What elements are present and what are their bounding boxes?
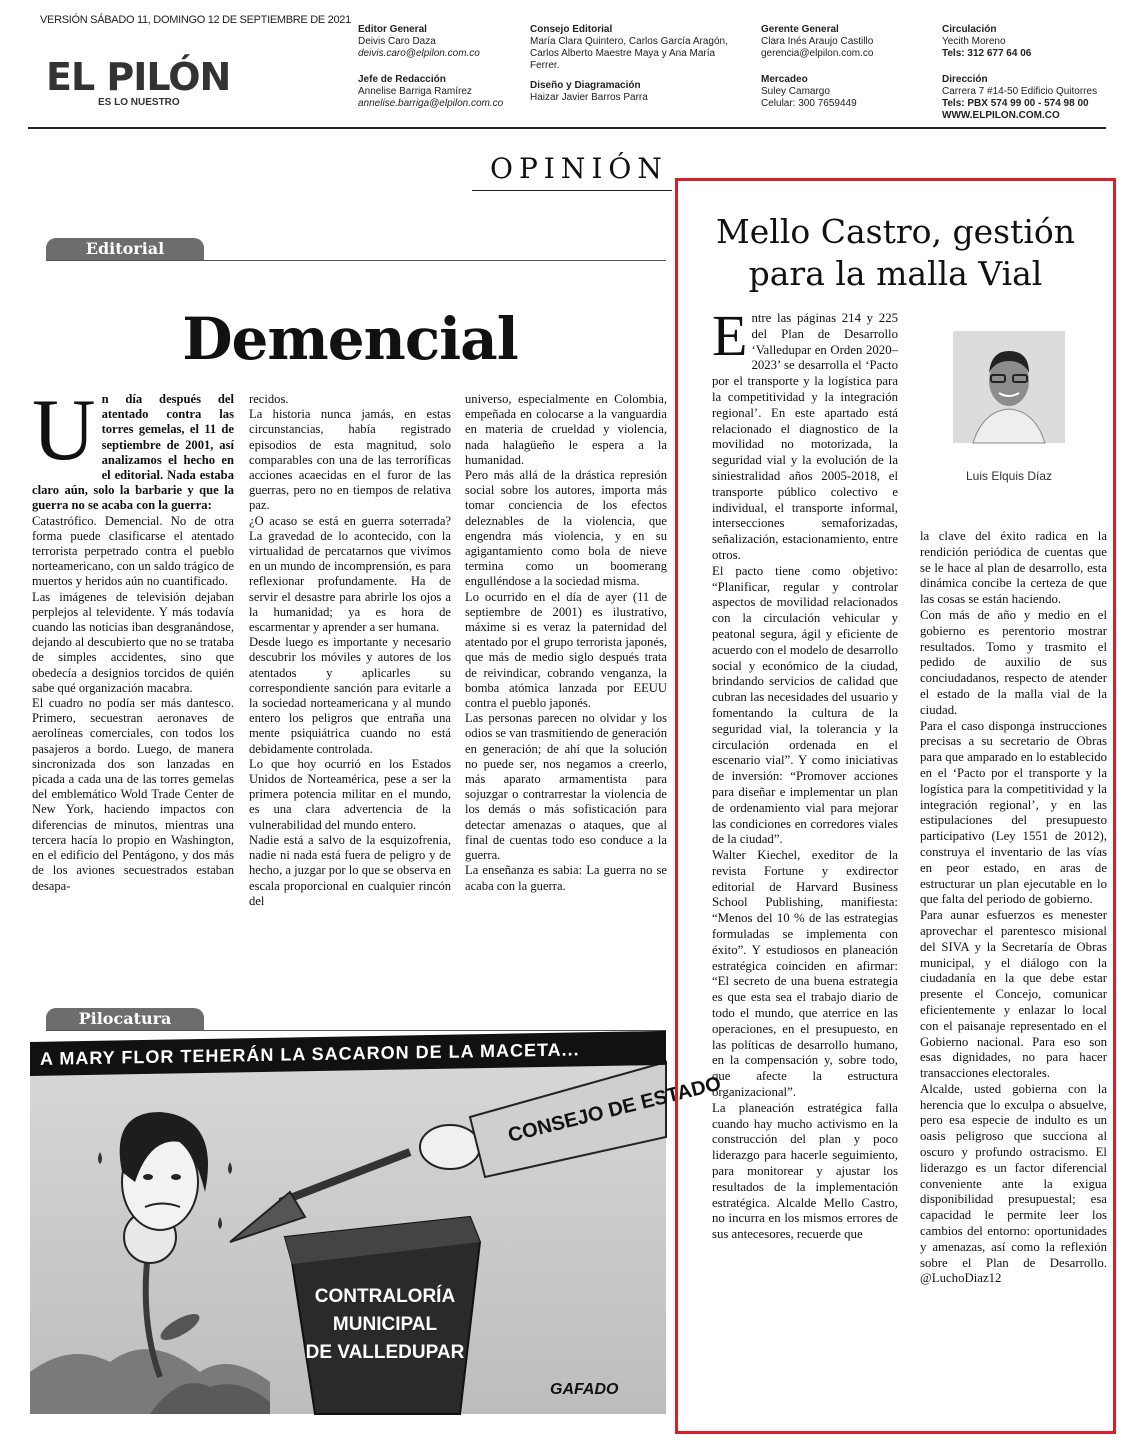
paragraph: Catastrófico. Demencial. No de otra forma puede clasificarse el atentado terrorista perpetrado contra el pueblo norteamericano, con un saldo trágico de muertos y heridos aún no cuantificado. bbox=[32, 513, 234, 589]
paragraph: La planeación estratégica falla cuando hay mucho activismo en la construcción del plan y poco liderazgo para hacerle seguimiento, para monitorear y ajustar los resultados de la implementación estratégica. Alcalde Mello Castro, no incurra en los mismos errores de sus antecesores, recuerde que bbox=[712, 1100, 898, 1242]
paragraph: La historia nunca jamás, en estas circunstancias, había registrado episodios de esta magnitud, solo comparables con una de las terroríficas acciones acaecidas en el furor de las guerras, pero no en tiempos de relativa paz. bbox=[249, 407, 451, 513]
sweat-drop bbox=[228, 1162, 232, 1174]
paragraph: ¿O acaso se está en guerra soterrada? La gravedad de lo acontecido, con la virtualidad de percatarnos que vivimos en un mundo de incomprensión, es para reflexionar profundamente. Ha de servir el desastre para abrirle los ojos a la humanidad; ya es hora de escarmentar y aprender a ser humana. bbox=[249, 513, 451, 635]
paragraph: Desde luego es importante y necesario descubrir los móviles y autores de los atentados y aplicarles su correspondiente sanción para evitarle a la sociedad norteamericana y al mundo entero los peligros que entraña una mente psiquiátrica cuando no está debidamente controlada. bbox=[249, 635, 451, 756]
staff-column-2 bbox=[530, 24, 745, 112]
hand bbox=[420, 1125, 480, 1169]
staff-role: Diseño y Diagramación bbox=[530, 80, 641, 91]
author-name: Luis Elquis Díaz bbox=[965, 469, 1053, 483]
edition-date: VERSIÓN SÁBADO 11, DOMINGO 12 DE SEPTIEMBRE DE 2021 bbox=[40, 14, 351, 26]
staff-column-1 bbox=[358, 24, 518, 118]
staff-address: Carrera 7 #14-50 Edificio Quitorres bbox=[942, 86, 1098, 97]
staff-email[interactable]: annelise.barriga@elpilon.com.co bbox=[358, 98, 504, 109]
staff-phone: Tels: PBX 574 99 00 - 574 98 00 bbox=[942, 98, 1089, 109]
staff-role: Gerente General bbox=[761, 24, 839, 35]
editorial-column-1 bbox=[32, 382, 234, 894]
leaf bbox=[157, 1309, 203, 1345]
newspaper-logo[interactable]: EL PILÓN bbox=[46, 55, 231, 99]
paragraph: Con más de año y medio en el gobierno es perentorio mostrar resultados. Tomo y trasmito el pedido de auxilio de sus conciudadanos, respecto de atender el estado de la malla vial de la ciudad. bbox=[920, 607, 1107, 717]
editorial-divider bbox=[46, 260, 666, 261]
pot-label-line: DE VALLEDUPAR bbox=[305, 1342, 465, 1363]
staff-name: María Clara Quintero, Carlos García Aragón, bbox=[530, 36, 728, 47]
author-photo bbox=[953, 331, 1065, 443]
staff-group bbox=[530, 80, 745, 104]
staff-name: Haizar Javier Barros Parra bbox=[530, 92, 648, 103]
paragraph: Las personas parecen no olvidar y los odios se van trasmitiendo de generación en generación; de ahí que la solución no puede ser, nos negamos a creerlo, más aparato armamentista para sojuzgar o contrarrestar la violencia de los demás o más sofisticación para detectar amenazas o ataques, que al final de cuentas todo eso conduce a la guerra. bbox=[465, 711, 667, 863]
staff-name: Yecith Moreno bbox=[942, 36, 1006, 47]
editorial-lead: n día después del atentado contra las torres gemelas, el 11 de septiembre de 2001, así analizamos el hecho en el editorial. Nada estaba claro aún, solo la barbarie y que la guerra no se acaba con la guerra: bbox=[32, 392, 234, 513]
cartoon-caption: A MARY FLOR TEHERÁN LA SACARON DE LA MACETA... bbox=[30, 1031, 666, 1076]
paragraph: universo, especialmente en Colombia, empeñada en colocarse a la vanguardia en materia de crueldad y violencia, nada halagüeño le espera a la humanidad. bbox=[465, 392, 667, 467]
staff-email[interactable]: gerencia@elpilon.com.co bbox=[761, 48, 874, 59]
pot-label-line: CONTRALORÍA bbox=[314, 1286, 456, 1307]
opinion-article-box bbox=[675, 178, 1116, 1434]
staff-name: Clara Inés Araujo Castillo bbox=[761, 36, 874, 47]
staff-name: Annelise Barriga Ramírez bbox=[358, 86, 472, 97]
eye bbox=[143, 1174, 153, 1180]
drop-cap: U bbox=[32, 382, 96, 479]
staff-name: Carlos Alberto Maestre Maya y Ana María bbox=[530, 48, 716, 59]
editorial-headline: Demencial bbox=[182, 305, 518, 373]
staff-role: Dirección bbox=[942, 74, 988, 85]
staff-role: Consejo Editorial bbox=[530, 24, 613, 35]
staff-column-4 bbox=[942, 24, 1122, 130]
editorial-column-3 bbox=[465, 392, 667, 894]
opinion-column-2 bbox=[920, 529, 1107, 1287]
headline-line: Mello Castro, gestión bbox=[715, 212, 1076, 251]
paragraph: Walter Kiechel, exeditor de la revista Fortune y exdirector editorial de Harvard Business School Publishing, manifiesta: “Menos del 10 % de las estrategias formuladas se implementa con éxito”. Y estudiosos en planeación estratégica coinciden en afirmar: “El secreto de una buena estrategia es que esta sea el trabajo diario de todo el mundo, que aterrice en las operaciones, en el presupuesto, en las políticas de desarrollo humano, en la compensación y, sobre todo, que afecte la estructura organizacional”. bbox=[712, 848, 898, 1100]
masthead-divider bbox=[28, 127, 1106, 129]
staff-phone: Celular: 300 7659449 bbox=[761, 98, 857, 109]
editorial-tab: Editorial bbox=[46, 238, 204, 260]
paragraph: El pacto tiene como objetivo: “Planificar, regular y controlar aspectos de movilidad relacionados con la circulación vehicular y peatonal segura, ágil y eficiente de acuerdo con el modelo de desarrollo social y económico de la ciudad, brindando servicios de calidad que cubran las necesidades del usuario y fomentando la cultura de la seguridad vial, la tolerancia y la circulación ordenada en el escenario vial”. Y como iniciativas de inversión: “Promover acciones para diseñar e implementar un plan de ordenamiento vial para mejorar las condiciones en corredores viales de la ciudad”. bbox=[712, 563, 898, 847]
cartoonist-signature: GAFADO bbox=[550, 1381, 619, 1398]
masthead bbox=[0, 0, 1128, 130]
staff-role: Editor General bbox=[358, 24, 427, 35]
newspaper-slogan: ES LO NUESTRO bbox=[98, 97, 180, 108]
staff-group bbox=[530, 24, 745, 72]
paragraph: Lo ocurrido en el día de ayer (11 de septiembre de 2001) es ilustrativo, máxime si es veraz la paternidad del atentado por el grupo terrorista japonés, que más de medio siglo después trata de reivindicar, cobrando venganza, la bomba atómica lanzada por EEUU contra el pueblo japonés. bbox=[465, 589, 667, 711]
staff-role: Jefe de Redacción bbox=[358, 74, 446, 85]
staff-column-3 bbox=[761, 24, 926, 118]
staff-group bbox=[358, 24, 518, 60]
website-link[interactable]: WWW.ELPILON.COM.CO bbox=[942, 110, 1060, 121]
paragraph: Para aunar esfuerzos es menester aprovechar el parentesco misional del SIVA y la Secretaría de Obras municipal, y el diálogo con la ciudadanía en la que debe estar presente el Concejo, comunicar eficientemente y enlazar lo local con el paisanaje representado en el Gobierno nacional. Para eso son esas dignidades, no para hacer transacciones electorales. bbox=[920, 908, 1107, 1081]
tube-label: CONSEJO DE ESTADO bbox=[505, 1072, 724, 1147]
paragraph: La enseñanza es sabia: La guerra no se acaba con la guerra. bbox=[465, 863, 667, 893]
editorial-cartoon bbox=[30, 1039, 724, 1414]
paragraph: Pero más allá de la drástica represión social sobre los autores, importa más tomar conciencia de los efectos deleznables de la violencia, que engendra más violencia, y en su agigantamiento como bola de nieve termina como un boomerang engulléndose a la sociedad misma. bbox=[465, 468, 667, 589]
section-divider bbox=[472, 190, 672, 191]
paragraph: El cuadro no podía ser más dantesco. Primero, secuestran aeronaves de aerolíneas comerciales, con todos los pasajeros a bordo. Luego, de manera sincronizada dos son lanzadas en picada a cada una de las torres gemelas del emblemático Wold Trade Center de New York, haciendo impactos con diferencias de minutos, mientras una tercera hacía lo propio en Washington, en el edificio del Pentágono, y dos más de los aviones secuestrados estaban desapa- bbox=[32, 696, 234, 893]
staff-email[interactable]: deivis.caro@elpilon.com.co bbox=[358, 48, 480, 59]
sweat-drop bbox=[218, 1217, 222, 1229]
cartoon-divider bbox=[46, 1030, 666, 1031]
staff-name: Ferrer. bbox=[530, 60, 560, 71]
staff-phone: Tels: 312 677 64 06 bbox=[942, 48, 1032, 59]
drop-cap: E bbox=[712, 303, 748, 368]
staff-group bbox=[942, 74, 1122, 122]
eye bbox=[171, 1174, 181, 1180]
opinion-column-1 bbox=[712, 303, 898, 1243]
staff-group bbox=[761, 74, 926, 110]
staff-group bbox=[942, 24, 1122, 60]
author-portrait-icon bbox=[953, 331, 1065, 443]
staff-name: Suley Camargo bbox=[761, 86, 830, 97]
staff-group bbox=[358, 74, 518, 110]
cartoon-illustration bbox=[30, 1042, 724, 1414]
staff-name: Deivis Caro Daza bbox=[358, 36, 436, 47]
headline-line: para la malla Vial bbox=[748, 254, 1043, 293]
sweat-drop bbox=[98, 1152, 102, 1164]
paragraph: Para el caso disponga instrucciones precisas a su secretario de Obras para que amparado en lo establecido en el ‘Pacto por el transporte y la logística para la competitividad y la integración regional’, y en las estipulaciones del presupuesto participativo (Ley 1551 de 2012), construya el inventario de las vías en peor estado, en aras de estructurar un plan ejecutable en lo que falta del periodo de gobierno. bbox=[920, 718, 1107, 907]
staff-role: Circulación bbox=[942, 24, 997, 35]
section-title: OPINIÓN bbox=[490, 152, 668, 185]
paragraph: la clave del éxito radica en la rendición periódica de cuentas que se le hace al plan de desarrollo, esta dinámica concibe la certeza de que las cosas se están haciendo. bbox=[920, 529, 1107, 607]
pot-label-line: MUNICIPAL bbox=[332, 1314, 438, 1335]
paragraph: recidos. bbox=[249, 392, 289, 406]
paragraph: Alcalde, usted gobierna con la herencia que lo exculpa o absuelve, pero esa especie de indulto es un oasis peligroso que succiona al oscuro y profundo ostracismo. El liderazgo es un factor diferencial conveniente ante la exigua disponibilidad presupuestal; esa capacidad le permite leer los cambios del entorno: oportunidades y amenazas, así como la reflexión sobre el Plan de Desarrollo. @LuchoDiaz12 bbox=[920, 1081, 1107, 1286]
staff-group bbox=[761, 24, 926, 60]
paragraph: Nadie está a salvo de la esquizofrenia, nadie ni nada está fuera de peligro y de hecho, a juzgar por lo que se observa en escala proporcional en cualquier rincón del bbox=[249, 832, 451, 908]
opinion-headline bbox=[678, 211, 1113, 295]
paragraph: Las imágenes de televisión dejaban perplejos al televidente. Y más todavía cuando las noticias iban desgranándose, dejando al descubierto que no se trataba de simples accidentes, sino que obedecía a designios torcidos de quién sabe qué organización macabra. bbox=[32, 589, 234, 695]
staff-role: Mercadeo bbox=[761, 74, 808, 85]
paragraph: Lo que hoy ocurrió en los Estados Unidos de Norteamérica, pese a ser la primera potencia militar en el mundo, es una clara advertencia de la vulnerabilidad del mundo entero. bbox=[249, 756, 451, 832]
paragraph: ntre las páginas 214 y 225 del Plan de Desarrollo ‘Valledupar en Orden 2020–2023’ se desarrolla el ‘Pacto por el transporte y la logística para la competitividad y la integración regional’. En este apartado está relacionado el diagnostico de la movilidad no motorizada, la seguridad vial y la evolución de la siniestralidad años 2005-2018, el transporte público colectivo e individual, el transporte informal, intersecciones semaforizadas, señalización, estacionamiento, entre otros. bbox=[712, 311, 898, 562]
cartoon-tab: Pilocatura bbox=[46, 1008, 204, 1030]
trowel-blade bbox=[230, 1192, 305, 1242]
trowel-handle bbox=[280, 1152, 410, 1202]
editorial-column-2 bbox=[249, 392, 451, 909]
